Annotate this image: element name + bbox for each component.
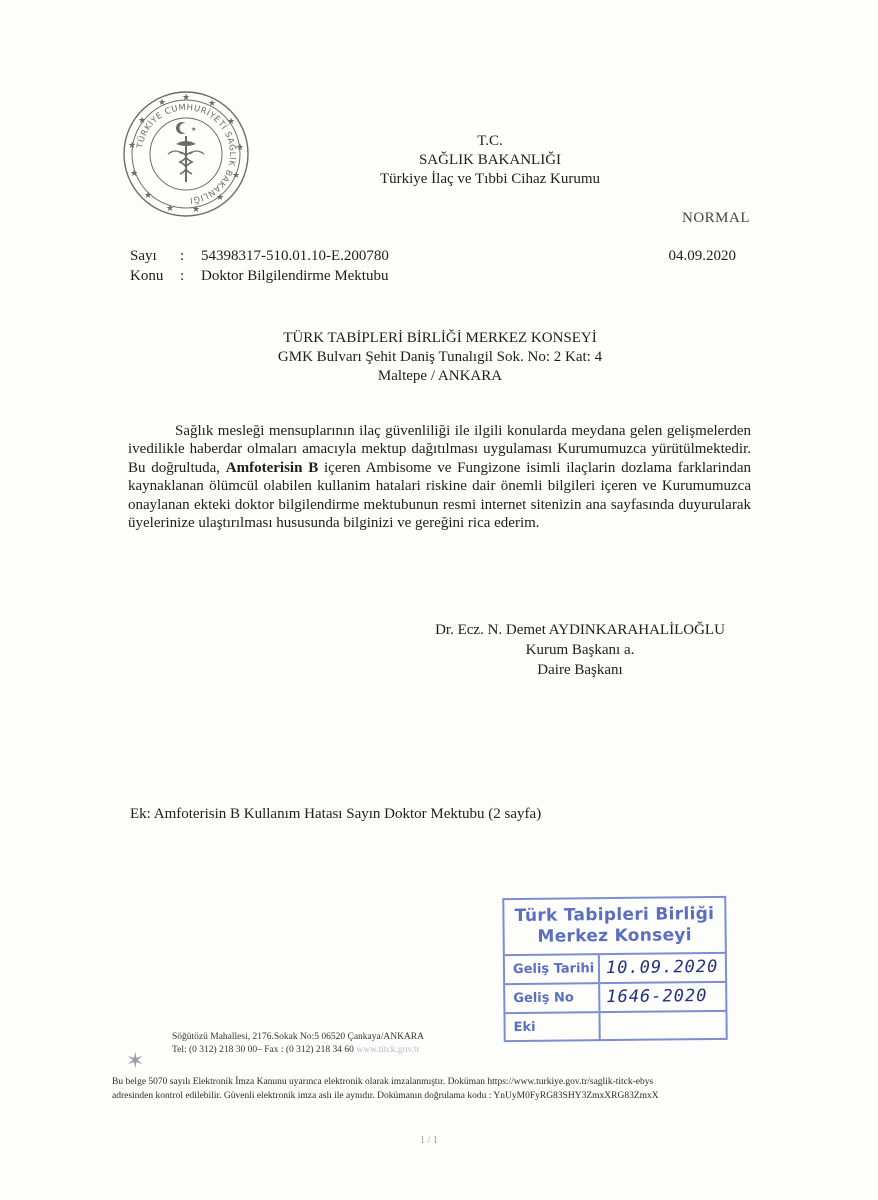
signatory-title-2: Daire Başkanı [537,662,623,678]
svg-text:★: ★ [231,171,241,181]
received-stamp [502,896,727,1042]
body-bold-drug: Amfoterisin B [225,459,319,476]
document-date: 04.09.2020 [668,248,736,264]
sayi-label: Sayı [130,248,157,264]
stamp-title-line1: Türk Tabipleri Birliği [514,903,715,927]
svg-text:★: ★ [191,205,201,215]
body-text-part2: içeren Ambisome ve Fungizone isimli ilaçlarin dozlama farklarindan kaynaklanan ölümcül olabilen kullanim hatalari riskine dair önemli bilgileri içeren ve Kurumumuzca onaylanan ekteki doktor bilgilendirme mektubunun resmi internet sitenizin ana sayfasında duyurularak üyelerinize ulaştırılması hususunda bilginizi ve gereğini rica ederim. [128,459,751,532]
konu-colon: : [180,268,185,284]
notice-line-1: Bu belge 5070 sayılı Elektronik İmza Kanunu uyarınca elektronik olarak imzalanmıştır. Doküman https://www.turkiye.gov.tr/saglik-titck-ebys [112,1077,654,1087]
svg-text:★: ★ [207,99,217,109]
footer-web: www.titck.gov.tr [356,1045,420,1055]
classification-label: NORMAL [681,210,750,226]
signatory-title-1: Kurum Başkanı a. [525,642,635,658]
konu-label: Konu [130,268,164,284]
seal-text: TÜRKİYE CUMHURİYETİ SAĞLIK BAKANLIĞI [134,101,239,206]
page-number: 1 / 1 [420,1135,438,1146]
svg-text:★: ★ [129,169,139,179]
recipient-address: GMK Bulvarı Şehit Daniş Tunalıgil Sok. No: 2 Kat: 4 [277,349,603,365]
body-paragraph [128,422,751,532]
svg-text:★: ★ [127,141,137,151]
svg-text:★: ★ [191,126,197,133]
sayi-value: 54398317-510.01.10-E.200780 [201,248,389,264]
svg-text:★: ★ [181,93,191,103]
svg-text:★: ★ [215,193,225,203]
konu-value: Doktor Bilgilendirme Mektubu [201,268,389,284]
footer-contact [172,1045,420,1055]
recipient-name: TÜRK TABİPLERİ BİRLİĞİ MERKEZ KONSEYİ [283,330,597,346]
header-agency: Türkiye İlaç ve Tıbbi Cihaz Kurumu [379,171,601,187]
stamp-title-line2: Merkez Konseyi [537,925,692,947]
e-signature-notice [112,1075,762,1103]
svg-text:★: ★ [137,116,147,126]
recipient-city: Maltepe / ANKARA [377,368,503,384]
body-text-part1: Sağlık mesleği mensuplarının ilaç güvenliliği ile ilgili konularda meydana gelen gelişmelerden ivedilikle haberdar olmaları amacıyla mektup dağıtılması uygulaması Kurumumuzca yürütülmektedir. Bu doğrultuda, [128,423,751,476]
ministry-seal-icon [120,88,252,220]
stamp-title [504,898,725,956]
footer-address: Söğütözü Mahallesi, 2176.Sokak No:5 06520 Çankaya/ANKARA [172,1032,424,1042]
stamp-key-number: Geliş No [505,984,600,1012]
stamp-key-attachment: Eki [505,1013,600,1041]
star-icon: ✶ [126,1048,145,1073]
svg-text:★: ★ [165,204,175,214]
stamp-key-date: Geliş Tarihi [505,955,600,983]
signatory-name: Dr. Ecz. N. Demet AYDINKARAHALİLOĞLU [435,622,725,638]
stamp-val-attachment [600,1012,725,1040]
svg-text:★: ★ [157,98,167,108]
footer-phone: Tel: (0 312) 218 30 00– Fax : (0 312) 218 34 60 [172,1045,354,1055]
notice-line-2: adresinden kontrol edilebilir. Güvenli elektronik imza aslı ile aynıdır. Dokümanın doğrulama kodu : YnUyM0FyRG83SHY3ZmxXRG83ZmxX [112,1091,659,1101]
stamp-row-date [505,954,725,985]
attachment-note: Ek: Amfoterisin B Kullanım Hatası Sayın Doktor Mektubu (2 sayfa) [130,806,542,822]
stamp-val-number: 1646-2020 [606,986,708,1008]
stamp-row-attachment [505,1012,725,1041]
svg-text:★: ★ [235,143,245,153]
stamp-val-date: 10.09.2020 [605,956,719,979]
svg-text:★: ★ [143,191,153,201]
sayi-colon: : [180,248,185,264]
svg-text:★: ★ [226,117,236,127]
header-ministry: SAĞLIK BAKANLIĞI [418,152,562,168]
stamp-row-number [505,983,725,1014]
header-country: T.C. [477,133,503,149]
